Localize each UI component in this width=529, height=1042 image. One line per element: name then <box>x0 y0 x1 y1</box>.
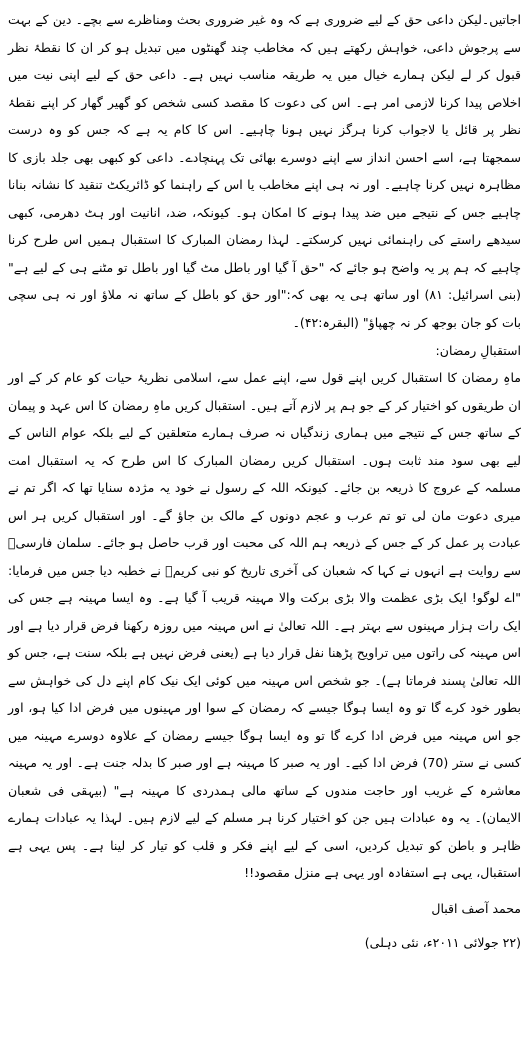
body-paragraph: ماہِ رمضان کا استقبال کریں اپنے قول سے، اپنے عمل سے، اسلامی نظریۂ حیات کو عام کر کے اور ان طریقوں کو اختیار کر کے جو ہم پر لازم آتے ہیں۔ استقبال کریں ماہِ رمضان کا اس عہد و پیمان کے ساتھ جس کے نتیجے میں ہماری زندگیاں نہ صرف ہمارے متعلقین کے لیے بلکہ عوام الناس کے لیے بھی سود مند ثابت ہوں۔ استقبال کریں رمضان المبارک کا اس طرح کہ یہ استقبال امت مسلمہ کے عروج کا ذریعہ بن جائے۔ کیونکہ اللہ کے رسول نے خود یہ مژدہ سنایا تھا کہ اگر تم نے میری دعوت مان لی تو تم عرب و عجم دونوں کے مالک بن جاؤ گے۔ اور استقبال کریں ہر اس عبادت پر عمل کر کے جس کے ذریعہ ہم اللہ کی محبت اور قرب حاصل ہو جائے۔ سلمان فارسیؓ سے روایت ہے انہوں نے کہا کہ شعبان کی آخری تاریخ کو نبی کریمؐ نے خطبہ دیا جس میں فرمایا: "اے لوگو! ایک بڑی عظمت والا بڑی برکت والا مہینہ قریب آ گیا ہے۔ وہ ایسا مہینہ ہے جس کی ایک رات ہزار مہینوں سے بہتر ہے۔ اللہ تعالیٰ نے اس مہینہ میں روزہ رکھنا فرض قرار دیا ہے اور اس مہینہ کی راتوں میں تراویح پڑھنا نفل قرار دیا ہے (یعنی فرض نہیں ہے بلکہ سنت ہے، جس کو اللہ تعالیٰ پسند فرماتا ہے)۔ جو شخص اس مہینہ میں کوئی ایک نیک کام اپنے دل کی خواہش سے بطور خود کرے گا تو وہ ایسا ہوگا جیسے کہ رمضان کے سوا اور مہینوں میں فرض ادا کیا ہو، اور جو اس مہینہ میں فرض ادا کرے گا تو وہ ایسا ہوگا جیسے رمضان کے علاوہ دوسرے مہینہ میں کسی نے ستر (70) فرض ادا کیے۔ اور یہ صبر کا مہینہ ہے اور صبر کا بدلہ جنت ہے۔ اور یہ مہینہ معاشرہ کے غریب اور حاجت مندوں کے ساتھ مالی ہمدردی کا مہینہ ہے" (بیہقی فی شعبان الایمان)۔ یہ وہ عبادات ہیں جن کو اختیار کرنا ہر مسلم کے لیے لازم ہیں۔ لہذا یہ عبادات ہمارے ظاہر و باطن کو تبدیل کردیں، اسی کے لیے اپنے فکر و قلب کو تیار کر لینا ہے۔ پس یہی ہے استقبال، یہی ہے استفادہ اور یہی ہے منزل مقصود!! <box>8 370 522 880</box>
section-heading: استقبالِ رمضان: <box>435 343 521 358</box>
date-place: (۲۲ جولائی ۲۰۱۱ء، نئی دہلی) <box>364 934 521 950</box>
opening-paragraph: اجاتیں۔لیکن داعی حق کے لیے ضروری ہے کہ وہ غیر ضروری بحث ومناظرے سے بچے۔ دین کے بہت سے پرجوش داعی، خواہش رکھتے ہیں کہ مخاطب چند گھنٹوں میں تبدیل ہو کر ان کا نقطۂ نظر قبول کر لے لیکن ہمارے خیال میں یہ طریقہ مناسب نہیں ہے۔ داعی حق کے لیے اپنی نیت میں اخلاص پیدا کرنا لازمی امر ہے۔ اس کی دعوت کا مقصد کسی شخص کو گھیر گھار کر اپنے نقطۂ نظر پر قائل یا لاجواب کرنا ہرگز نہیں ہونا چاہیے۔ اس کا کام یہ ہے کہ جس کو وہ درست سمجھتا ہے، اسے احسن انداز سے اپنے دوسرے بھائی تک پہنچادے۔ داعی کو کبھی بھی جلد بازی کا مظاہرہ نہیں کرنا چاہیے۔ اور نہ ہی اپنے مخاطب یا اس کے راہنما کو ڈائریکٹ تنقید کا نشانہ بنانا چاہیے جس کے نتیجے میں ضد پیدا ہونے کا امکان ہو۔ کیونکہ، ضد، انانیت اور ہٹ دھرمی، کبھی سیدھے راستے کی راہنمائی نہیں کرسکتے۔ لہذا رمضان المبارک کا استقبال ہمیں اس طرح کرنا چاہیے کہ ہم پر یہ واضح ہو جائے کہ "حق آ گیا اور باطل مٹ گیا اور باطل تو مٹنے ہی کے لیے ہے" (بنی اسرائیل: ۸۱) اور ساتھ ہی یہ بھی کہ:"اور حق کو باطل کے ساتھ نہ ملاؤ اور نہ ہی سچی بات کو جان بوجھ کر نہ چھپاؤ" (البقرہ:۴۲)۔ <box>8 12 521 330</box>
author-name: محمد آصف اقبال <box>431 900 521 916</box>
